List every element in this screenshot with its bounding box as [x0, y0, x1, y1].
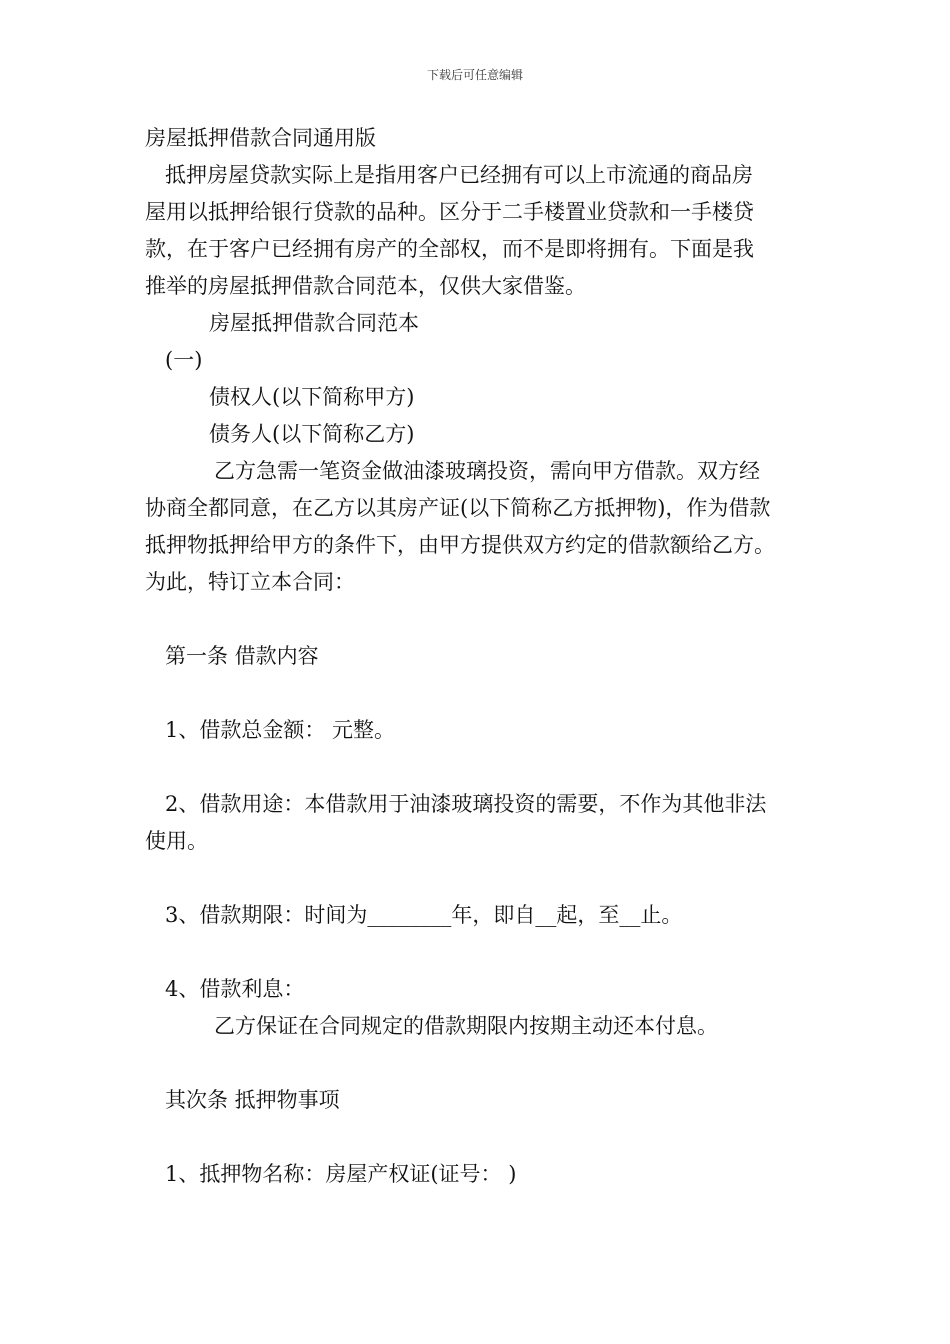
article1-item4-detail: 乙方保证在合同规定的借款期限内按期主动还本付息。	[214, 1014, 718, 1038]
debtor-line: 债务人(以下简称乙方)	[209, 422, 415, 446]
preamble-line: 抵押物抵押给甲方的条件下，由甲方提供双方约定的借款额给乙方。	[145, 533, 775, 557]
article1-item4: 4、借款利息：	[165, 977, 305, 1001]
article2-item1: 1、抵押物名称：房屋产权证(证号： )	[165, 1162, 517, 1186]
article2-heading: 其次条 抵押物事项	[165, 1088, 340, 1112]
document-title: 房屋抵押借款合同通用版	[145, 126, 376, 150]
paragraph-gap	[145, 601, 810, 638]
intro-line: 款，在于客户已经拥有房产的全部权，而不是即将拥有。下面是我	[145, 237, 754, 261]
preamble-line: 协商全都同意，在乙方以其房产证(以下简称乙方抵押物)，作为借款	[145, 496, 771, 520]
preamble-line: 为此，特订立本合同：	[145, 570, 355, 594]
section-number: (一)	[165, 348, 203, 372]
article1-item2-cont: 使用。	[145, 829, 208, 853]
paragraph-gap	[145, 675, 810, 712]
paragraph-gap	[145, 1045, 810, 1082]
article1-item1: 1、借款总金额： 元整。	[165, 718, 396, 742]
creditor-line: 债权人(以下简称甲方)	[209, 385, 415, 409]
article1-heading: 第一条 借款内容	[165, 644, 319, 668]
article1-item3: 3、借款期限：时间为________年，即自__起，至__止。	[165, 903, 683, 927]
page-header-note: 下载后可任意编辑	[426, 68, 523, 82]
paragraph-gap	[145, 934, 810, 971]
sample-title: 房屋抵押借款合同范本	[209, 311, 419, 335]
document-body	[145, 120, 810, 1193]
intro-line: 推举的房屋抵押借款合同范本，仅供大家借鉴。	[145, 274, 586, 298]
paragraph-gap	[145, 860, 810, 897]
intro-line: 屋用以抵押给银行贷款的品种。区分于二手楼置业贷款和一手楼贷	[145, 200, 754, 224]
paragraph-gap	[145, 749, 810, 786]
article1-item2: 2、借款用途：本借款用于油漆玻璃投资的需要，不作为其他非法	[165, 792, 767, 816]
paragraph-gap	[145, 1119, 810, 1156]
preamble-line: 乙方急需一笔资金做油漆玻璃投资，需向甲方借款。双方经	[214, 459, 760, 483]
intro-line: 抵押房屋贷款实际上是指用客户已经拥有可以上市流通的商品房	[165, 163, 753, 187]
